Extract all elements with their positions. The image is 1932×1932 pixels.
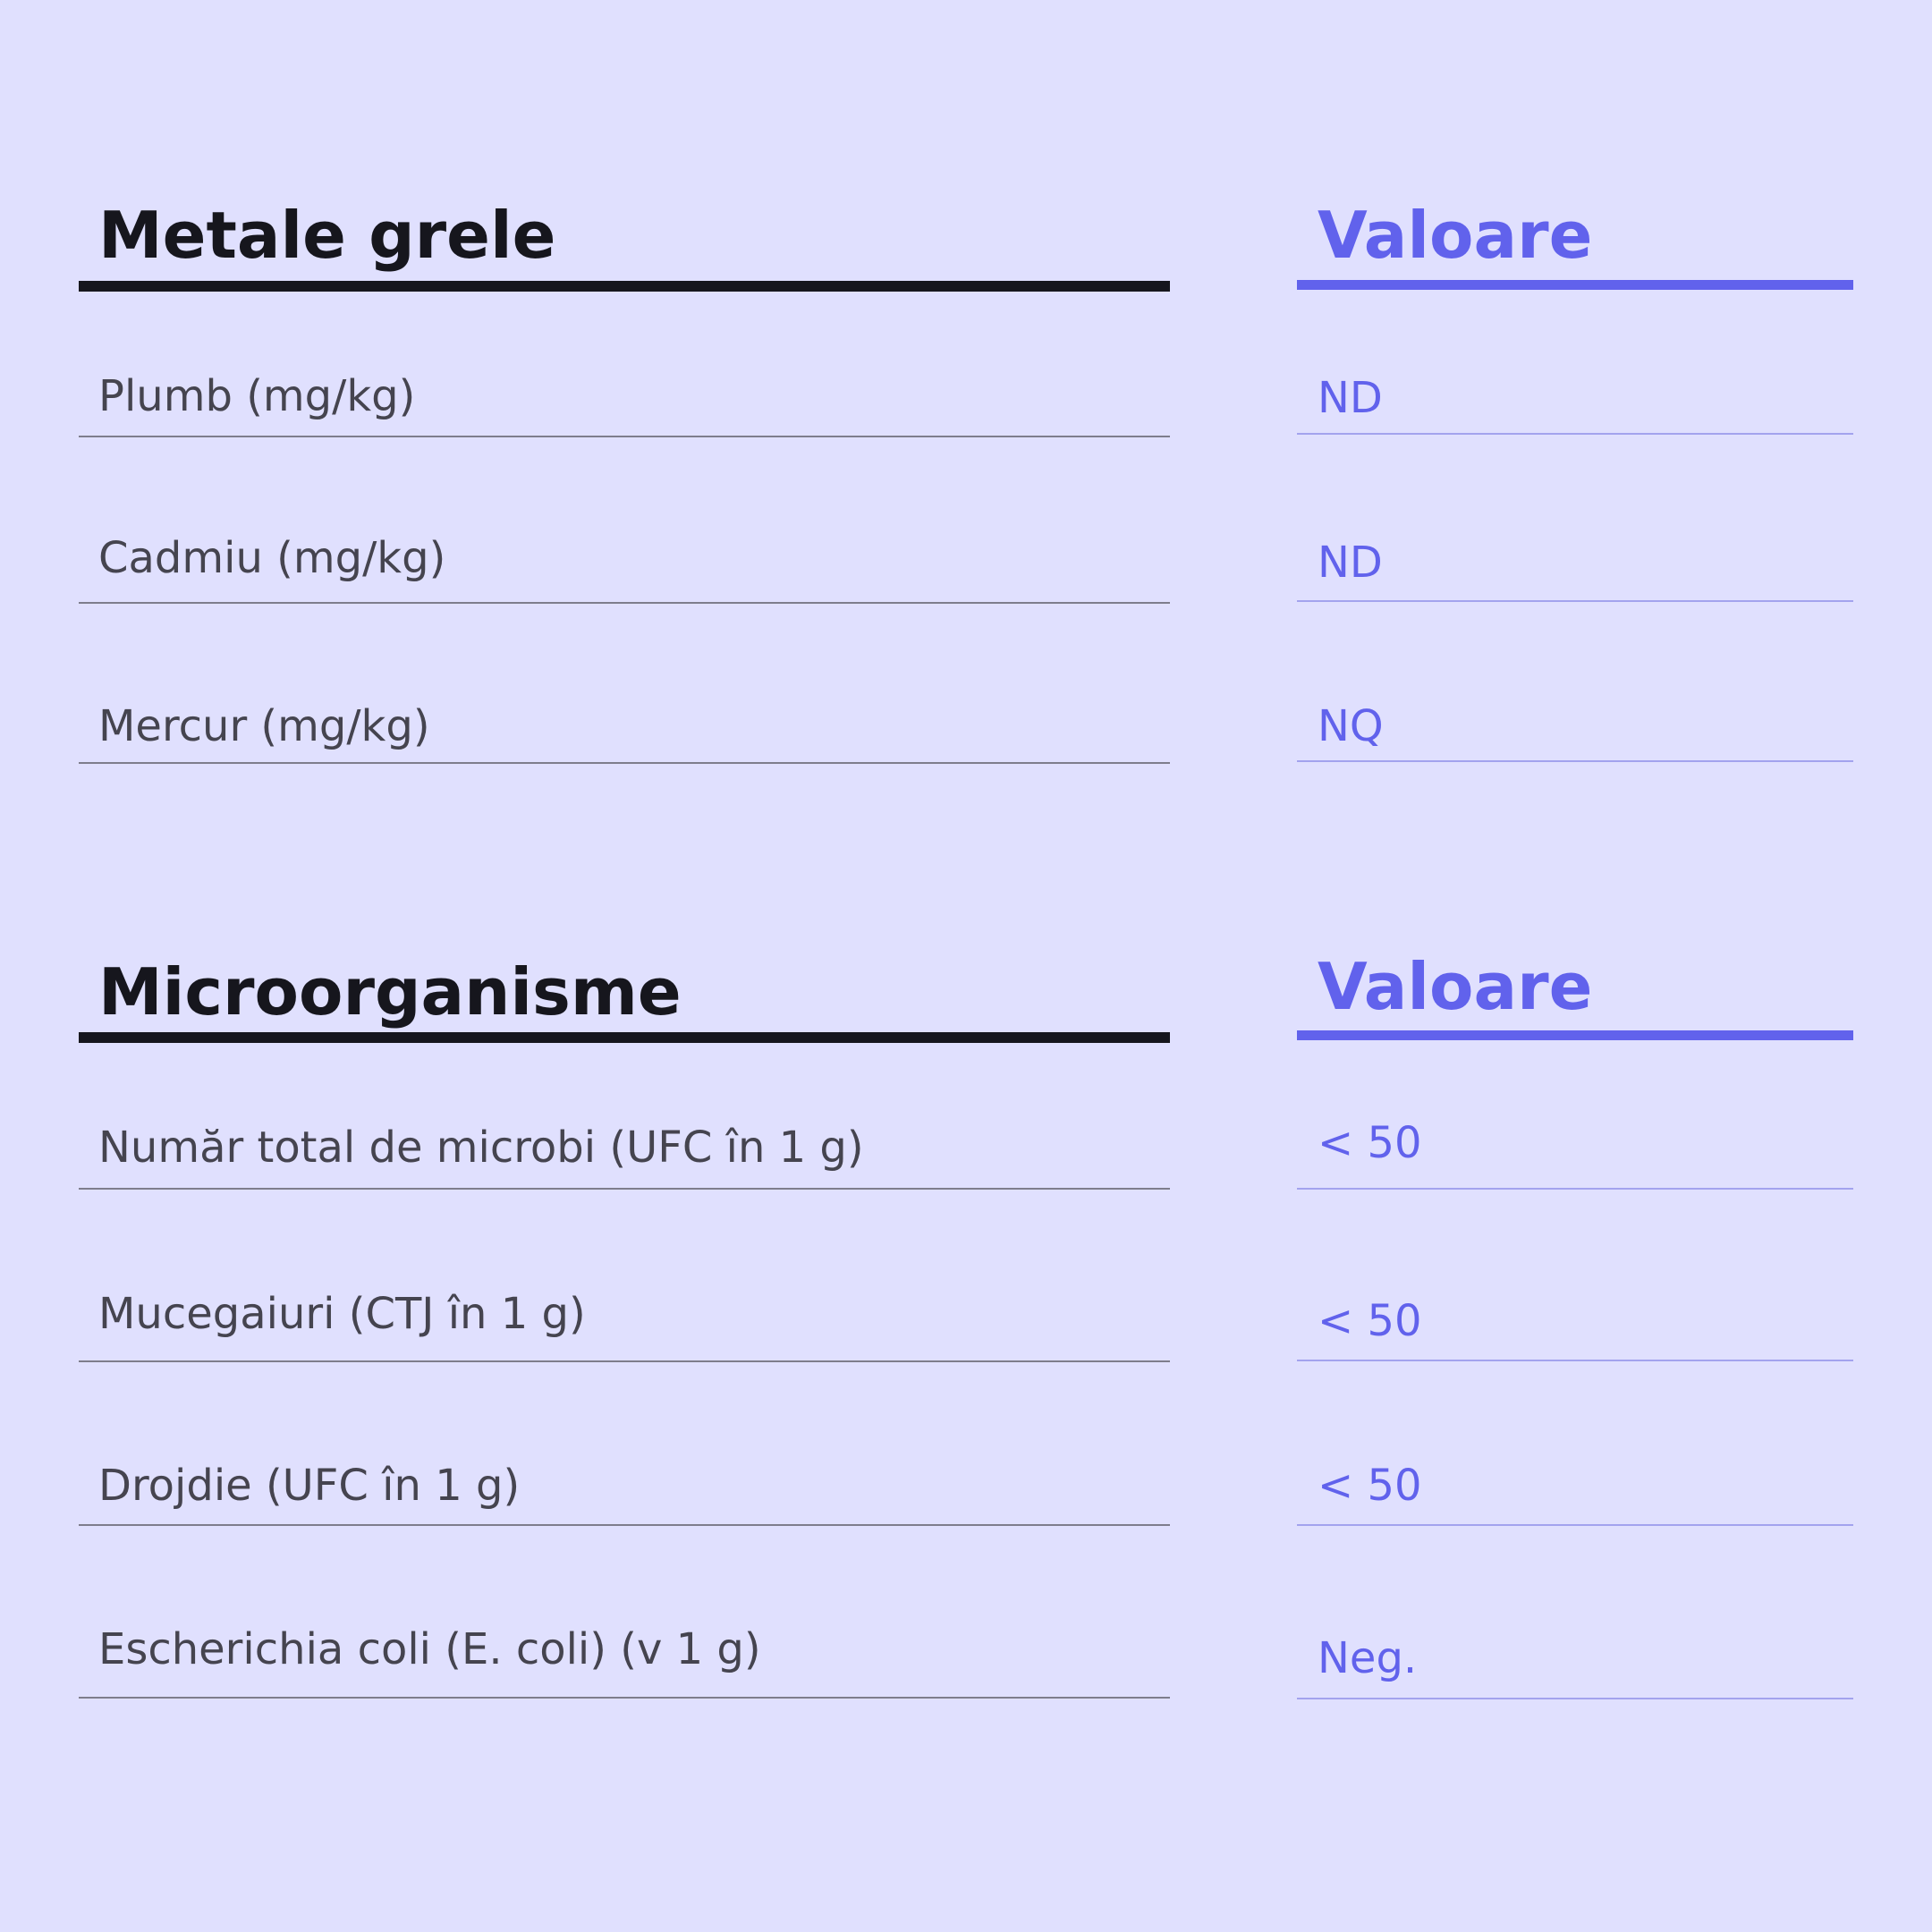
- row-divider: [79, 1524, 1170, 1526]
- row-label-cadmium: Cadmiu (mg/kg): [98, 533, 446, 583]
- microorganisms-value-rule: [1297, 1030, 1853, 1040]
- row-value-lead: ND: [1318, 373, 1383, 423]
- row-value-molds: < 50: [1318, 1296, 1422, 1346]
- row-divider: [79, 436, 1170, 437]
- heavy-metals-value-rule: [1297, 280, 1853, 290]
- row-label-total-microbes: Număr total de microbi (UFC în 1 g): [98, 1123, 864, 1173]
- row-divider: [79, 1188, 1170, 1190]
- row-divider: [1297, 1360, 1853, 1361]
- row-divider: [1297, 1698, 1853, 1699]
- row-divider: [79, 1697, 1170, 1699]
- row-divider: [79, 602, 1170, 604]
- row-value-yeast: < 50: [1318, 1461, 1422, 1511]
- row-value-e-coli: Neg.: [1318, 1633, 1418, 1683]
- section-title-microorganisms: Microorganisme: [98, 954, 682, 1030]
- row-label-yeast: Drojdie (UFC în 1 g): [98, 1461, 521, 1511]
- row-divider: [1297, 600, 1853, 602]
- heavy-metals-heading-rule: [79, 281, 1170, 292]
- microorganisms-heading-rule: [79, 1032, 1170, 1043]
- row-label-mercury: Mercur (mg/kg): [98, 701, 430, 751]
- row-divider: [1297, 1188, 1853, 1190]
- row-label-lead: Plumb (mg/kg): [98, 371, 416, 421]
- row-divider: [79, 762, 1170, 764]
- section-title-heavy-metals: Metale grele: [98, 198, 556, 273]
- row-divider: [1297, 433, 1853, 435]
- row-divider: [1297, 760, 1853, 762]
- row-label-molds: Mucegaiuri (CTJ în 1 g): [98, 1289, 586, 1339]
- row-value-cadmium: ND: [1318, 538, 1383, 588]
- row-label-e-coli: Escherichia coli (E. coli) (v 1 g): [98, 1624, 761, 1674]
- value-header-microorganisms: Valoare: [1318, 949, 1593, 1024]
- row-value-mercury: NQ: [1318, 701, 1384, 751]
- row-divider: [1297, 1524, 1853, 1526]
- value-header-heavy-metals: Valoare: [1318, 198, 1593, 273]
- row-divider: [79, 1360, 1170, 1362]
- row-value-total-microbes: < 50: [1318, 1118, 1422, 1168]
